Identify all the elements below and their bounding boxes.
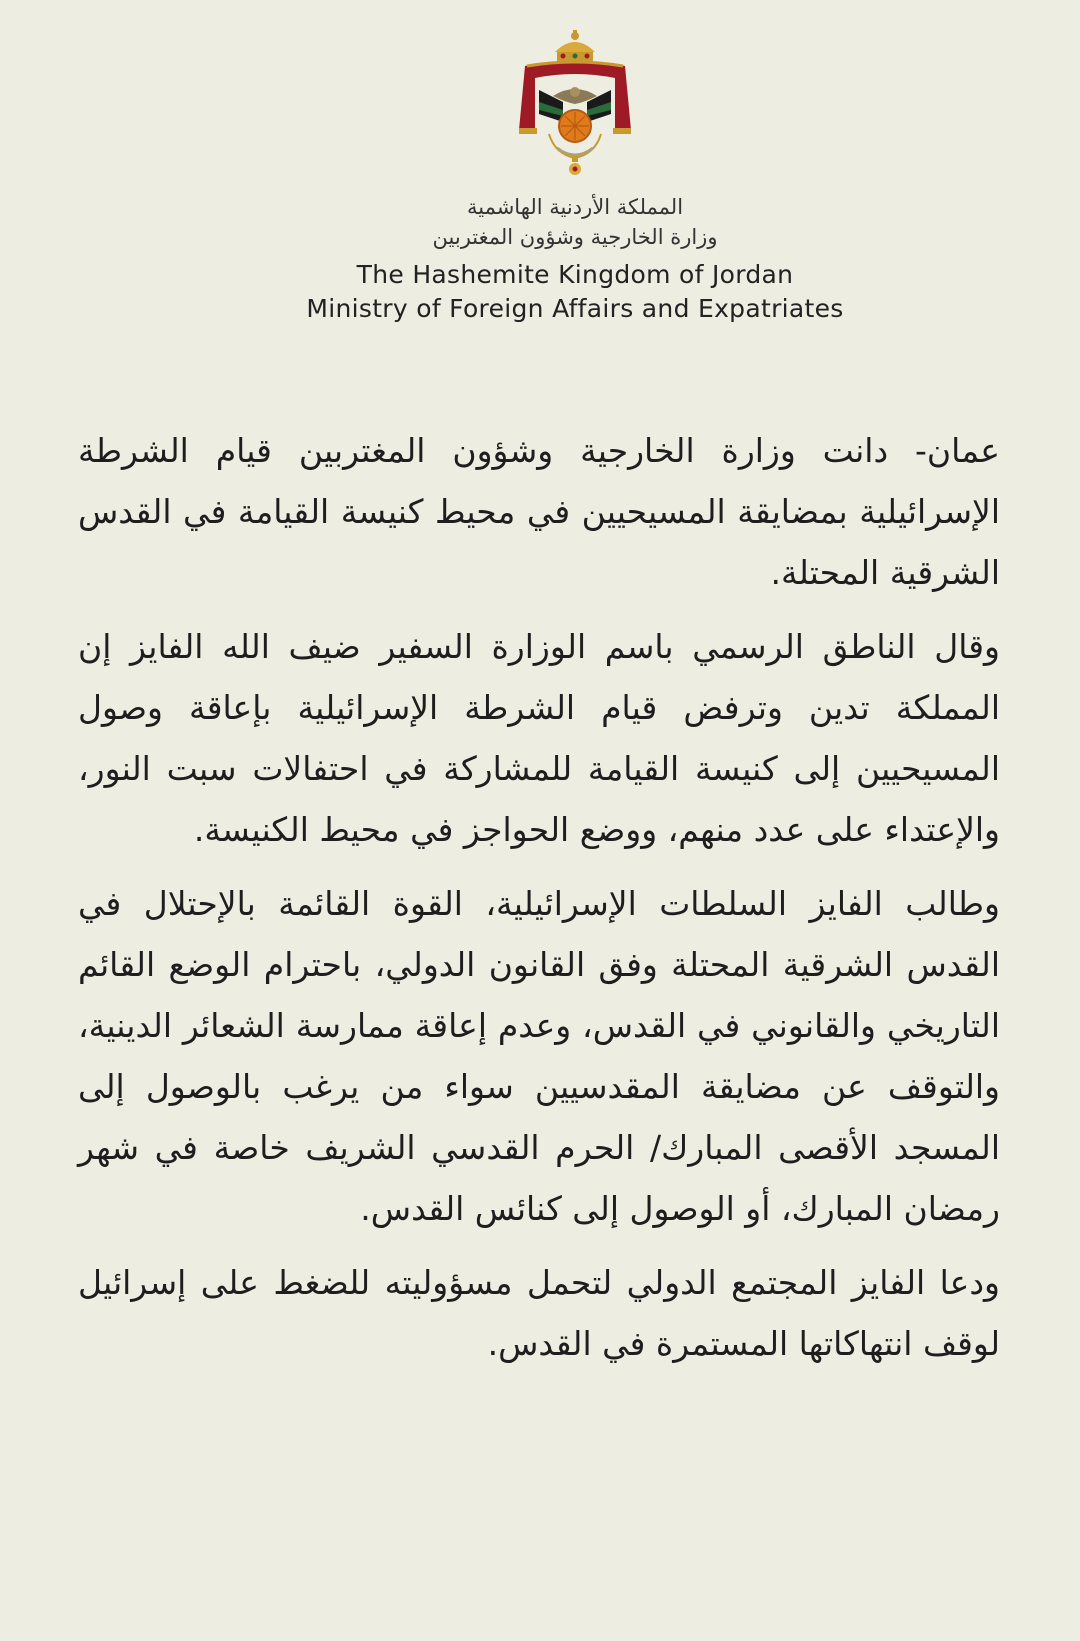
- jordan-coat-of-arms-emblem: [505, 30, 645, 180]
- letterhead: [0, 192, 1080, 326]
- letterhead-kingdom-english: The Hashemite Kingdom of Jordan: [356, 260, 794, 289]
- statement-paragraph: وطالب الفايز السلطات الإسرائيلية، القوة القائمة بالإحتلال في القدس الشرقية المحتلة وفق القانون الدولي، باحترام الوضع القائم التاريخي والقانوني في القدس، وعدم إعاقة ممارسة الشعائر الدينية، والتوقف عن مضايقة المقدسيين سواء من يرغب بالوصول إلى المسجد الأقصى المبارك/ الحرم القدسي الشريف خاصة في شهر رمضان المبارك، أو الوصول إلى كنائس القدس.: [78, 884, 1000, 1228]
- press-statement-body: [78, 420, 1000, 1387]
- order-star-icon: [569, 156, 581, 175]
- shield-orb-icon: [559, 110, 591, 142]
- statement-paragraph: عمان- دانت وزارة الخارجية وشؤون المغتربين قيام الشرطة الإسرائيلية بمضايقة المسيحيين في محيط كنيسة القيامة في القدس الشرقية المحتلة.: [78, 431, 1000, 592]
- letterhead-ministry-arabic: وزارة الخارجية وشؤون المغتربين: [432, 225, 718, 249]
- letterhead-kingdom-arabic: المملكة الأردنية الهاشمية: [466, 195, 684, 219]
- letterhead-ministry-english: Ministry of Foreign Affairs and Expatriates: [306, 294, 844, 323]
- crown-icon: [555, 30, 595, 62]
- statement-paragraph: وقال الناطق الرسمي باسم الوزارة السفير ضيف الله الفايز إن المملكة تدين وترفض قيام الشرطة الإسرائيلية بإعاقة وصول المسيحيين إلى كنيسة القيامة للمشاركة في احتفالات سبت النور، والإعتداء على عدد منهم، ووضع الحواجز في محيط الكنيسة.: [78, 627, 1000, 849]
- statement-paragraph: ودعا الفايز المجتمع الدولي لتحمل مسؤوليته للضغط على إسرائيل لوقف انتهاكاتها المستمرة في القدس.: [78, 1263, 1000, 1363]
